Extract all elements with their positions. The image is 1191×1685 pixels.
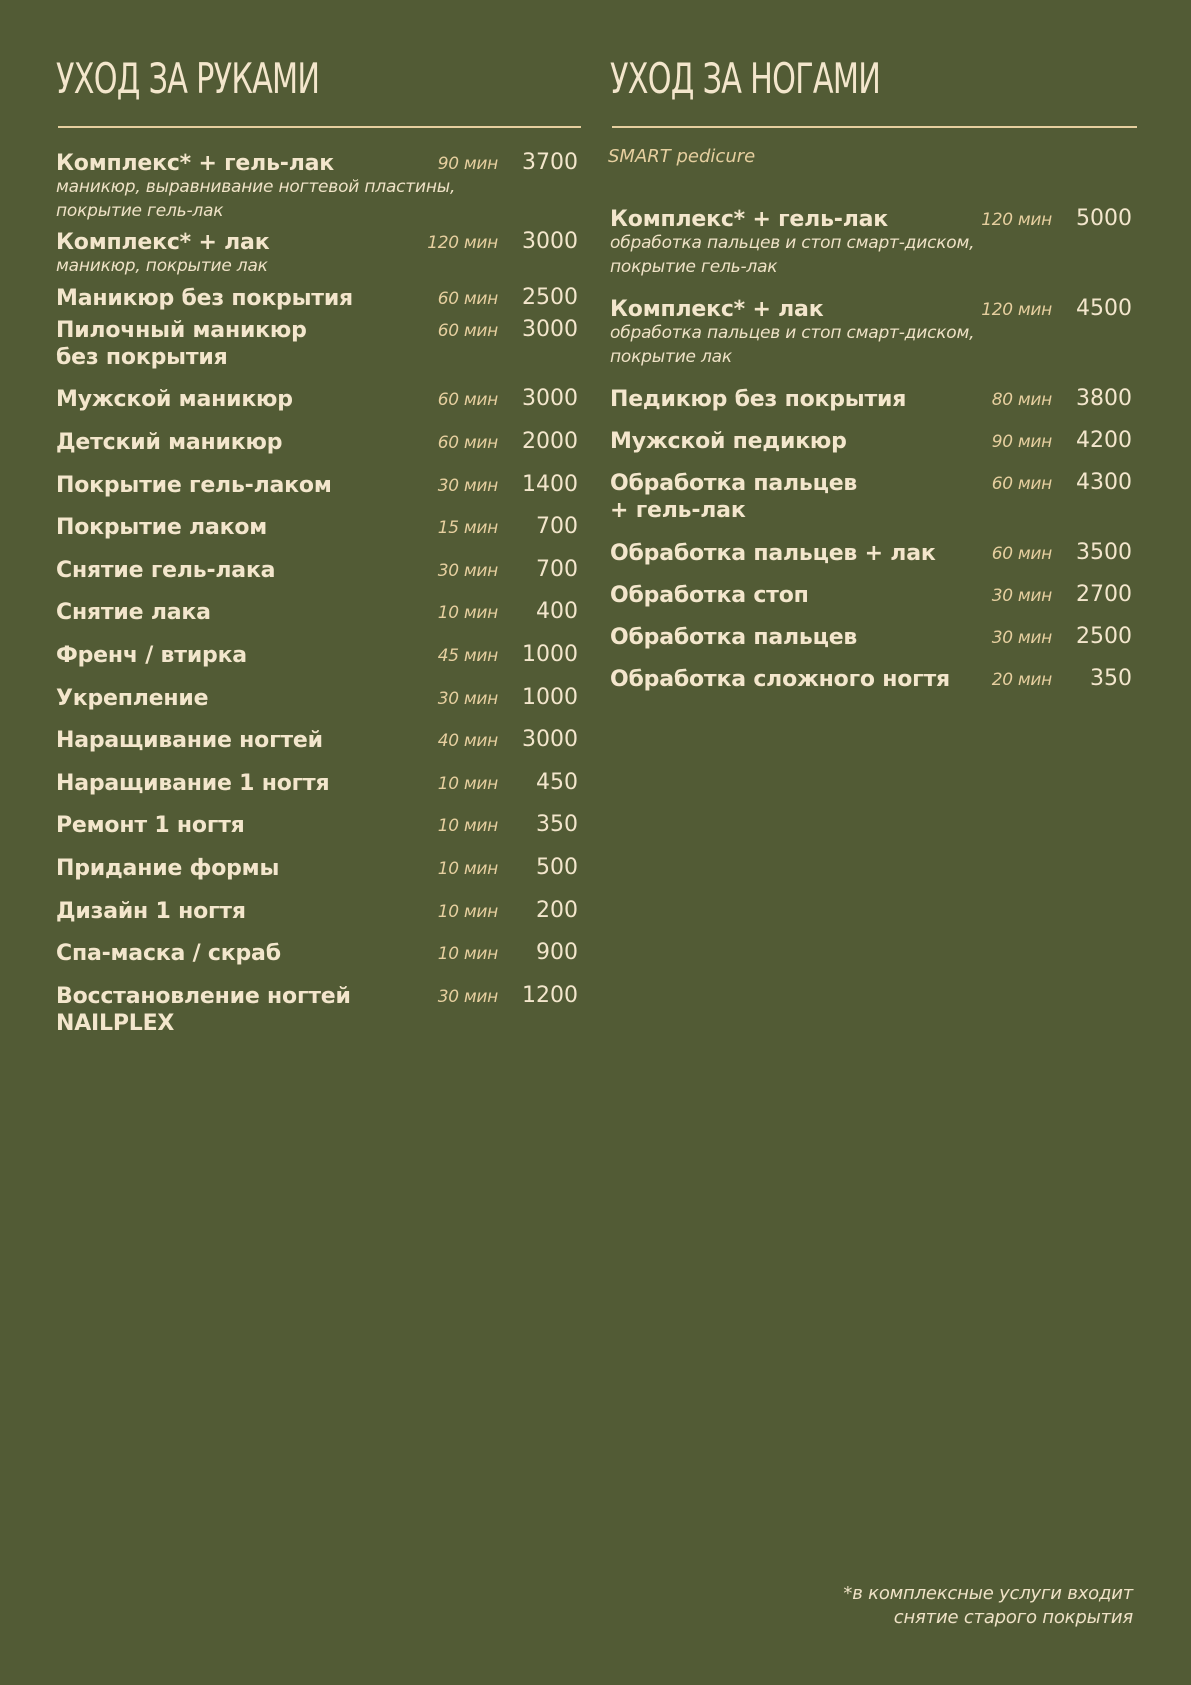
- service-price: 3800: [1076, 386, 1132, 411]
- service-duration: 60 мин: [437, 390, 498, 410]
- service-name: Спа-маска / скраб: [56, 941, 281, 966]
- service-price: 5000: [1076, 206, 1132, 231]
- service-price: 3500: [1076, 540, 1132, 565]
- service-duration: 30 мин: [437, 476, 498, 496]
- service-name: Комплекс* + лак: [56, 230, 270, 255]
- service-name: Восстановление ногтей NAILPLEX: [56, 984, 351, 1036]
- service-name: Покрытие лаком: [56, 515, 268, 540]
- service-price: 4300: [1076, 470, 1132, 495]
- service-duration: 10 мин: [437, 774, 498, 794]
- service-name: Наращивание 1 ногтя: [56, 771, 330, 796]
- service-duration: 10 мин: [437, 816, 498, 836]
- service-duration: 10 мин: [437, 603, 498, 623]
- service-name: Наращивание ногтей: [56, 728, 323, 753]
- service-price: 1000: [522, 685, 578, 710]
- service-duration: 30 мин: [437, 561, 498, 581]
- service-price: 2500: [522, 285, 578, 310]
- service-duration: 10 мин: [437, 944, 498, 964]
- service-duration: 60 мин: [991, 544, 1052, 564]
- service-name: Френч / втирка: [56, 643, 247, 668]
- service-name: Пилочный маникюр без покрытия: [56, 318, 307, 370]
- service-duration: 15 мин: [437, 518, 498, 538]
- service-price: 350: [1090, 666, 1132, 691]
- service-duration: 60 мин: [437, 433, 498, 453]
- service-name: Мужской педикюр: [610, 429, 847, 454]
- service-name: Обработка пальцев + гель-лак: [610, 471, 858, 523]
- hands-title: УХОД ЗА РУКАМИ: [56, 54, 320, 103]
- service-duration: 20 мин: [991, 670, 1052, 690]
- service-name: Обработка стоп: [610, 583, 809, 608]
- service-duration: 30 мин: [991, 586, 1052, 606]
- service-price: 3000: [522, 727, 578, 752]
- footnote: *в комплексные услуги входит снятие старого покрытия: [843, 1583, 1133, 1628]
- service-name: Придание формы: [56, 856, 280, 881]
- service-price: 3000: [522, 386, 578, 411]
- service-price: 2500: [1076, 624, 1132, 649]
- service-name: Мужской маникюр: [56, 387, 293, 412]
- service-duration: 10 мин: [437, 859, 498, 879]
- service-name: Обработка пальцев + лак: [610, 541, 936, 566]
- service-price: 400: [536, 599, 578, 624]
- service-description: маникюр, покрытие лак: [56, 256, 268, 276]
- service-price: 1200: [522, 983, 578, 1008]
- service-duration: 30 мин: [991, 628, 1052, 648]
- service-name: Ремонт 1 ногтя: [56, 813, 245, 838]
- service-price: 900: [536, 940, 578, 965]
- service-duration: 90 мин: [991, 432, 1052, 452]
- service-price: 4500: [1076, 296, 1132, 321]
- service-price: 700: [536, 557, 578, 582]
- service-duration: 60 мин: [437, 321, 498, 341]
- service-price: 450: [536, 770, 578, 795]
- service-name: Укрепление: [56, 686, 209, 711]
- service-description: обработка пальцев и стоп смарт-диском, покрытие лак: [610, 323, 975, 367]
- service-price: 3700: [522, 150, 578, 175]
- service-price: 200: [536, 898, 578, 923]
- service-duration: 80 мин: [991, 390, 1052, 410]
- service-price: 500: [536, 855, 578, 880]
- service-price: 3000: [522, 229, 578, 254]
- feet-subtitle: SMART pedicure: [608, 146, 756, 167]
- service-duration: 120 мин: [981, 210, 1052, 230]
- service-name: Обработка пальцев: [610, 625, 858, 650]
- service-name: Маникюр без покрытия: [56, 286, 353, 311]
- service-name: Обработка сложного ногтя: [610, 667, 950, 692]
- service-duration: 40 мин: [437, 731, 498, 751]
- service-name: Педикюр без покрытия: [610, 387, 907, 412]
- service-price: 700: [536, 514, 578, 539]
- hands-divider: [58, 126, 581, 128]
- service-price: 350: [536, 812, 578, 837]
- service-duration: 90 мин: [437, 154, 498, 174]
- service-price: 3000: [522, 317, 578, 342]
- service-price: 1400: [522, 472, 578, 497]
- service-name: Детский маникюр: [56, 430, 283, 455]
- service-name: Комплекс* + лак: [610, 297, 824, 322]
- service-duration: 120 мин: [981, 300, 1052, 320]
- service-price: 2700: [1076, 582, 1132, 607]
- service-duration: 30 мин: [437, 987, 498, 1007]
- service-name: Снятие гель-лака: [56, 558, 276, 583]
- service-description: обработка пальцев и стоп смарт-диском, покрытие гель-лак: [610, 233, 975, 277]
- service-name: Снятие лака: [56, 600, 211, 625]
- feet-divider: [612, 126, 1137, 128]
- service-duration: 30 мин: [437, 689, 498, 709]
- service-duration: 60 мин: [437, 289, 498, 309]
- service-duration: 120 мин: [427, 233, 498, 253]
- feet-title: УХОД ЗА НОГАМИ: [610, 54, 881, 103]
- service-duration: 60 мин: [991, 474, 1052, 494]
- service-name: Комплекс* + гель-лак: [610, 207, 889, 232]
- service-duration: 45 мин: [437, 646, 498, 666]
- service-name: Дизайн 1 ногтя: [56, 899, 246, 924]
- service-duration: 10 мин: [437, 902, 498, 922]
- service-description: маникюр, выравнивание ногтевой пластины, покрытие гель-лак: [56, 177, 456, 221]
- service-name: Комплекс* + гель-лак: [56, 151, 335, 176]
- service-price: 4200: [1076, 428, 1132, 453]
- service-price: 1000: [522, 642, 578, 667]
- service-name: Покрытие гель-лаком: [56, 473, 332, 498]
- service-price: 2000: [522, 429, 578, 454]
